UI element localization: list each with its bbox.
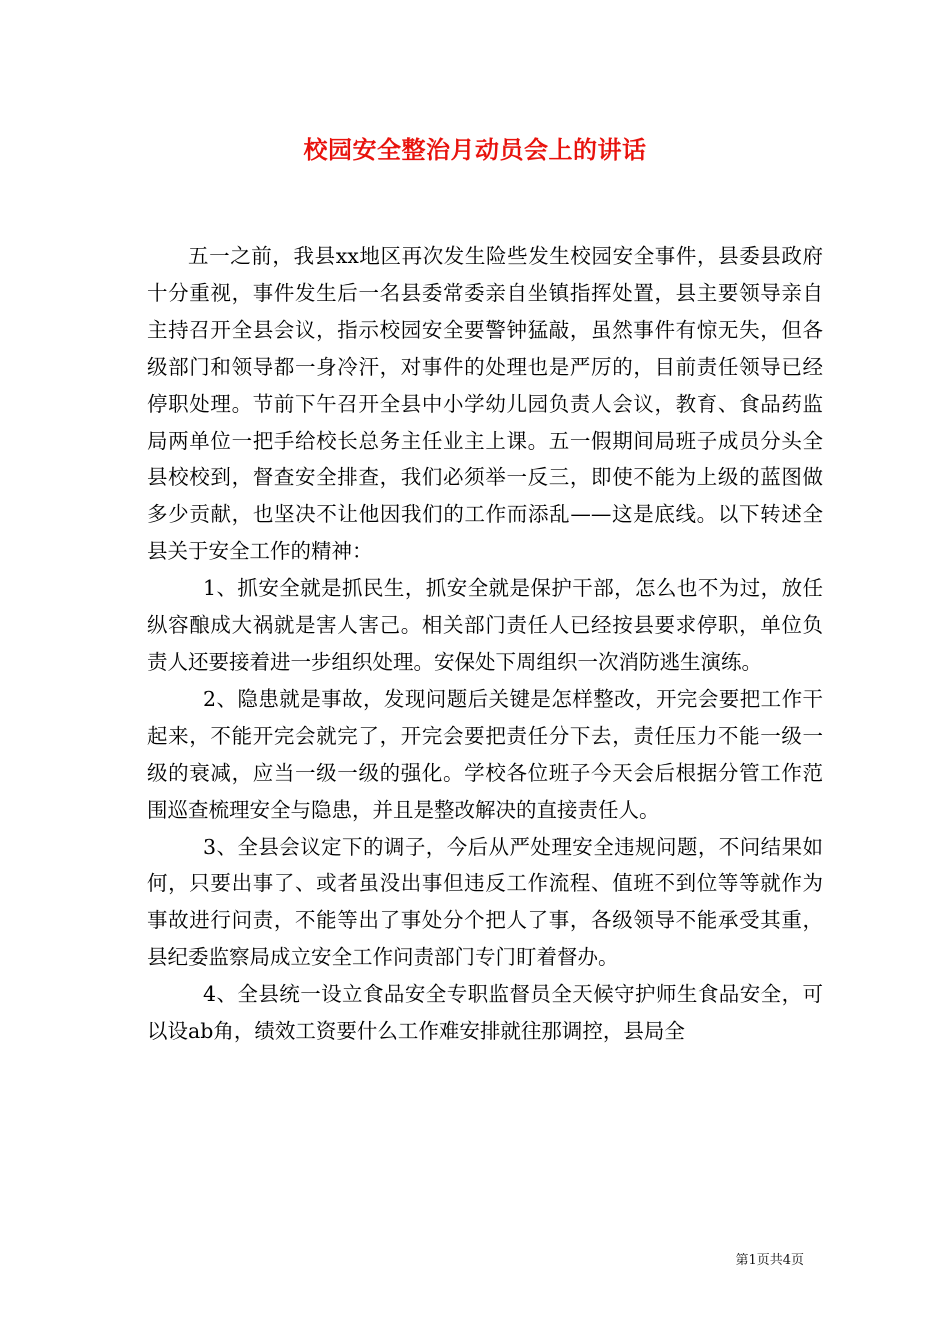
paragraph-item-1: 1、抓安全就是抓民生，抓安全就是保护干部，怎么也不为过，放任纵容酿成大祸就是害人害己。相关部门责任人已经按县要求停职，单位负责人还要接着进一步组织处理。安保处下周组织一次消防逃生演练。 (147, 576, 823, 674)
document-title: 校园安全整治月动员会上的讲话 (303, 135, 647, 164)
paragraph-intro: 五一之前，我县xx地区再次发生险些发生校园安全事件，县委县政府十分重视，事件发生后一名县委常委亲自坐镇指挥处置，县主要领导亲自主持召开全县会议，指示校园安全要警钟猛敲，虽然事件有惊无失，但各级部门和领导都一身冷汗，对事件的处理也是严厉的，目前责任领导已经停职处理。节前下午召开全县中小学幼儿园负责人会议，教育、食品药监局两单位一把手给校长总务主任业主上课。五一假期间局班子成员分头全县校校到，督查安全排查，我们必须举一反三，即使不能为上级的蓝图做多少贡献，也坚决不让他因我们的工作而添乱——这是底线。以下转述全县关于安全工作的精神： (147, 244, 823, 564)
page-number-footer: 第1页共4页 (735, 1253, 804, 1268)
paragraph-item-2: 2、隐患就是事故，发现问题后关键是怎样整改，开完会要把工作干起来，不能开完会就完了，开完会要把责任分下去，责任压力不能一级一级的衰减，应当一级一级的强化。学校各位班子今天会后根据分管工作范围巡查梳理安全与隐患，并且是整改解决的直接责任人。 (147, 686, 823, 822)
paragraph-item-3: 3、全县会议定下的调子，今后从严处理安全违规问题，不问结果如何，只要出事了、或者虽没出事但违反工作流程、值班不到位等等就作为事故进行问责，不能等出了事处分个把人了事，各级领导不能承受其重，县纪委监察局成立安全工作问责部门专门盯着督办。 (147, 834, 823, 970)
document-body (147, 238, 823, 1050)
paragraph-item-4: 4、全县统一设立食品安全专职监督员全天候守护师生食品安全，可以设ab角，绩效工资要什么工作难安排就往那调控，县局全 (147, 982, 823, 1044)
